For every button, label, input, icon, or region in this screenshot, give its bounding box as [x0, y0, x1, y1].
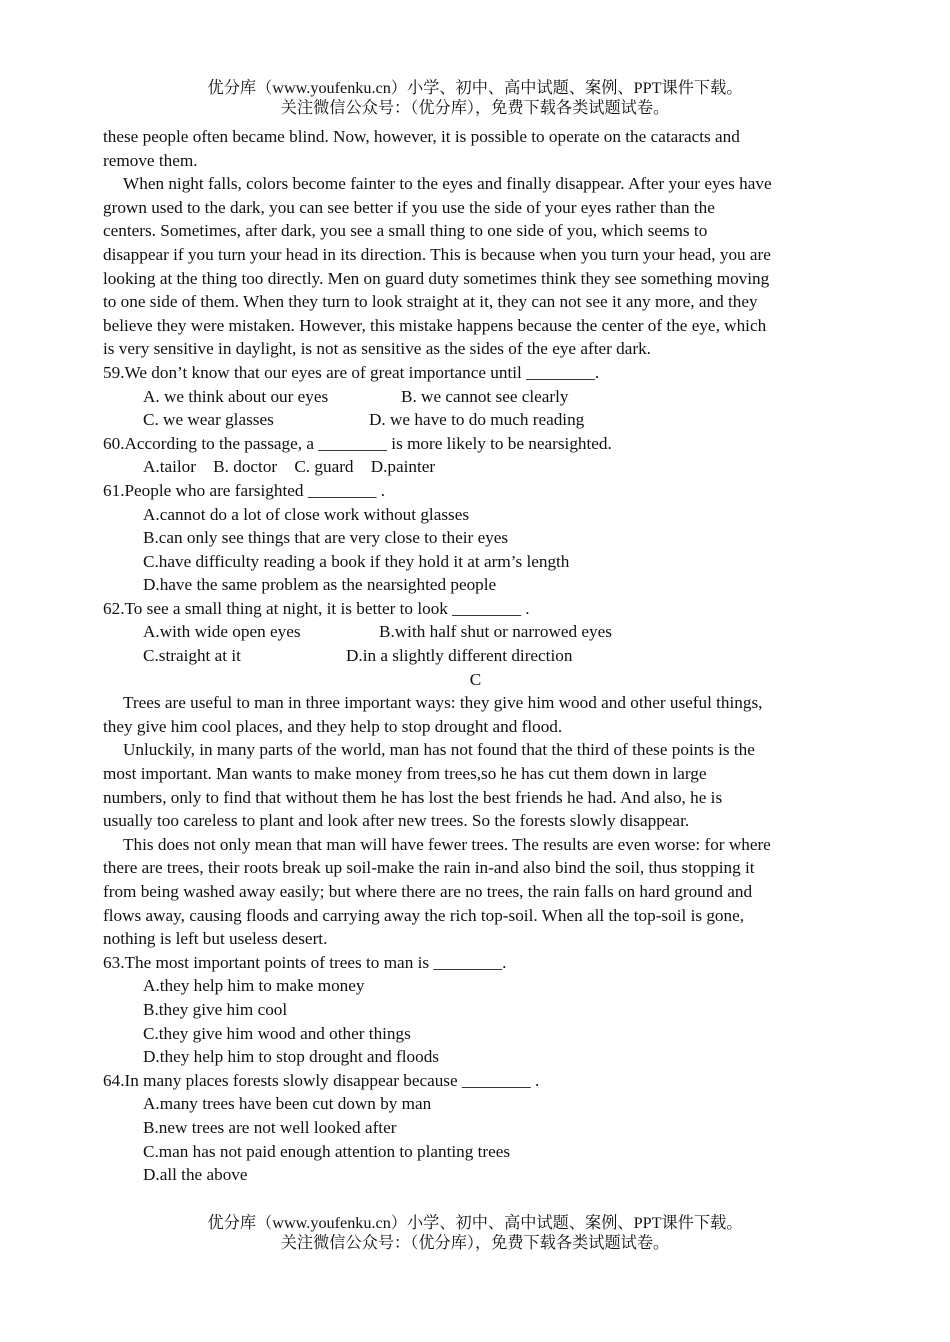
header-line-2: 关注微信公众号：（优分库），免费下载各类试题试卷。: [280, 99, 670, 117]
passage-line: centers. Sometimes, after dark, you see a small thing to one side of you, which seems to: [103, 221, 708, 241]
footer-line-2: 关注微信公众号：（优分库），免费下载各类试题试卷。: [280, 1234, 670, 1252]
option-b: B.new trees are not well looked after: [143, 1117, 397, 1137]
option-a: A. we think about our eyes: [143, 386, 329, 406]
footer-line-1: 优分库（www.youfenku.cn）小学、初中、高中试题、案例、PPT课件下载。: [207, 1214, 743, 1232]
header-line-1: 优分库（www.youfenku.cn）小学、初中、高中试题、案例、PPT课件下载。: [207, 79, 743, 97]
passage-line: remove them.: [103, 150, 198, 170]
question-63-stem: 63.The most important points of trees to man is ________.: [103, 952, 507, 972]
passage-line: Trees are useful to man in three important ways: they give him wood and other useful things,: [123, 693, 763, 713]
question-59-options-cd: [103, 408, 848, 432]
passage-line: most important. Man wants to make money from trees,so he has cut them down in large: [103, 764, 707, 784]
passage-line: When night falls, colors become fainter to the eyes and finally disappear. After your eyes have: [123, 174, 772, 194]
option-b: B. we cannot see clearly: [401, 386, 569, 406]
question-64-stem: 64.In many places forests slowly disappear because ________ .: [103, 1070, 540, 1090]
question-62-stem: 62.To see a small thing at night, it is better to look ________ .: [103, 598, 530, 618]
option-b: B.with half shut or narrowed eyes: [379, 622, 612, 642]
page-header: [0, 78, 950, 118]
option-d: D. we have to do much reading: [369, 410, 585, 430]
passage-line: they give him cool places, and they help to stop drought and flood.: [103, 716, 563, 736]
page-footer: [0, 1213, 950, 1253]
passage-line: grown used to the dark, you can see better if you use the side of your eyes rather than the: [103, 197, 715, 217]
option-b: B.they give him cool: [143, 999, 288, 1019]
question-59-stem: 59.We don’t know that our eyes are of great importance until ________.: [103, 362, 600, 382]
passage-line: usually too careless to plant and look after new trees. So the forests slowly disappear.: [103, 811, 690, 831]
question-61-stem: 61.People who are farsighted ________ .: [103, 480, 386, 500]
option-b: B.can only see things that are very close to their eyes: [143, 528, 509, 548]
document-body: [103, 125, 848, 1187]
passage-line: disappear if you turn your head in its direction. This is because when you turn your head, you are: [103, 244, 771, 264]
passage-line: is very sensitive in daylight, is not as sensitive as the sides of the eye after dark.: [103, 339, 651, 359]
passage-line: numbers, only to find that without them he has lost the best friends he had. And also, he is: [103, 787, 723, 807]
option-a: A.many trees have been cut down by man: [143, 1094, 432, 1114]
option-d: D.all the above: [143, 1165, 248, 1185]
passage-line: from being washed away easily; but where there are no trees, the rain falls on hard ground and: [103, 882, 753, 901]
option-c: C.straight at it: [143, 646, 241, 666]
option-a: A.cannot do a lot of close work without glasses: [143, 504, 470, 524]
passage-line: nothing is left but useless desert.: [103, 929, 328, 949]
passage-line: flows away, causing floods and carrying away the rich top-soil. When all the top-soil is gone,: [103, 905, 745, 925]
question-59-options-ab: [103, 385, 848, 409]
option-c: C. we wear glasses: [143, 410, 274, 430]
passage-line: these people often became blind. Now, however, it is possible to operate on the cataracts and: [103, 127, 740, 146]
question-62-options-cd: [103, 644, 848, 668]
passage-line: looking at the thing too directly. Men on guard duty sometimes think they see something moving: [103, 268, 770, 288]
passage-line: believe they were mistaken. However, this mistake happens because the center of the eye, which: [103, 315, 767, 335]
option-a: A.they help him to make money: [143, 976, 365, 996]
question-60-options: A.tailor B. doctor C. guard D.painter: [143, 457, 436, 477]
option-c: C.they give him wood and other things: [143, 1023, 411, 1043]
question-62-options-ab: [103, 620, 848, 644]
option-a: A.with wide open eyes: [143, 622, 301, 642]
option-d: D.have the same problem as the nearsighted people: [143, 575, 497, 595]
option-c: C.have difficulty reading a book if they hold it at arm’s length: [143, 551, 570, 571]
passage-line: This does not only mean that man will have fewer trees. The results are even worse: for where: [123, 834, 771, 854]
option-d: D.they help him to stop drought and floods: [143, 1047, 439, 1067]
option-c: C.man has not paid enough attention to planting trees: [143, 1141, 511, 1161]
section-c-label: C: [469, 669, 482, 689]
passage-line: to one side of them. When they turn to look straight at it, they can not see it any more, and they: [103, 292, 758, 312]
option-d: D.in a slightly different direction: [346, 646, 573, 666]
passage-line: there are trees, their roots break up soil-make the rain in-and also bind the soil, thus stopping it: [103, 858, 755, 878]
question-60-stem: 60.According to the passage, a ________ is more likely to be nearsighted.: [103, 433, 612, 453]
passage-line: Unluckily, in many parts of the world, man has not found that the third of these points is the: [123, 740, 755, 760]
